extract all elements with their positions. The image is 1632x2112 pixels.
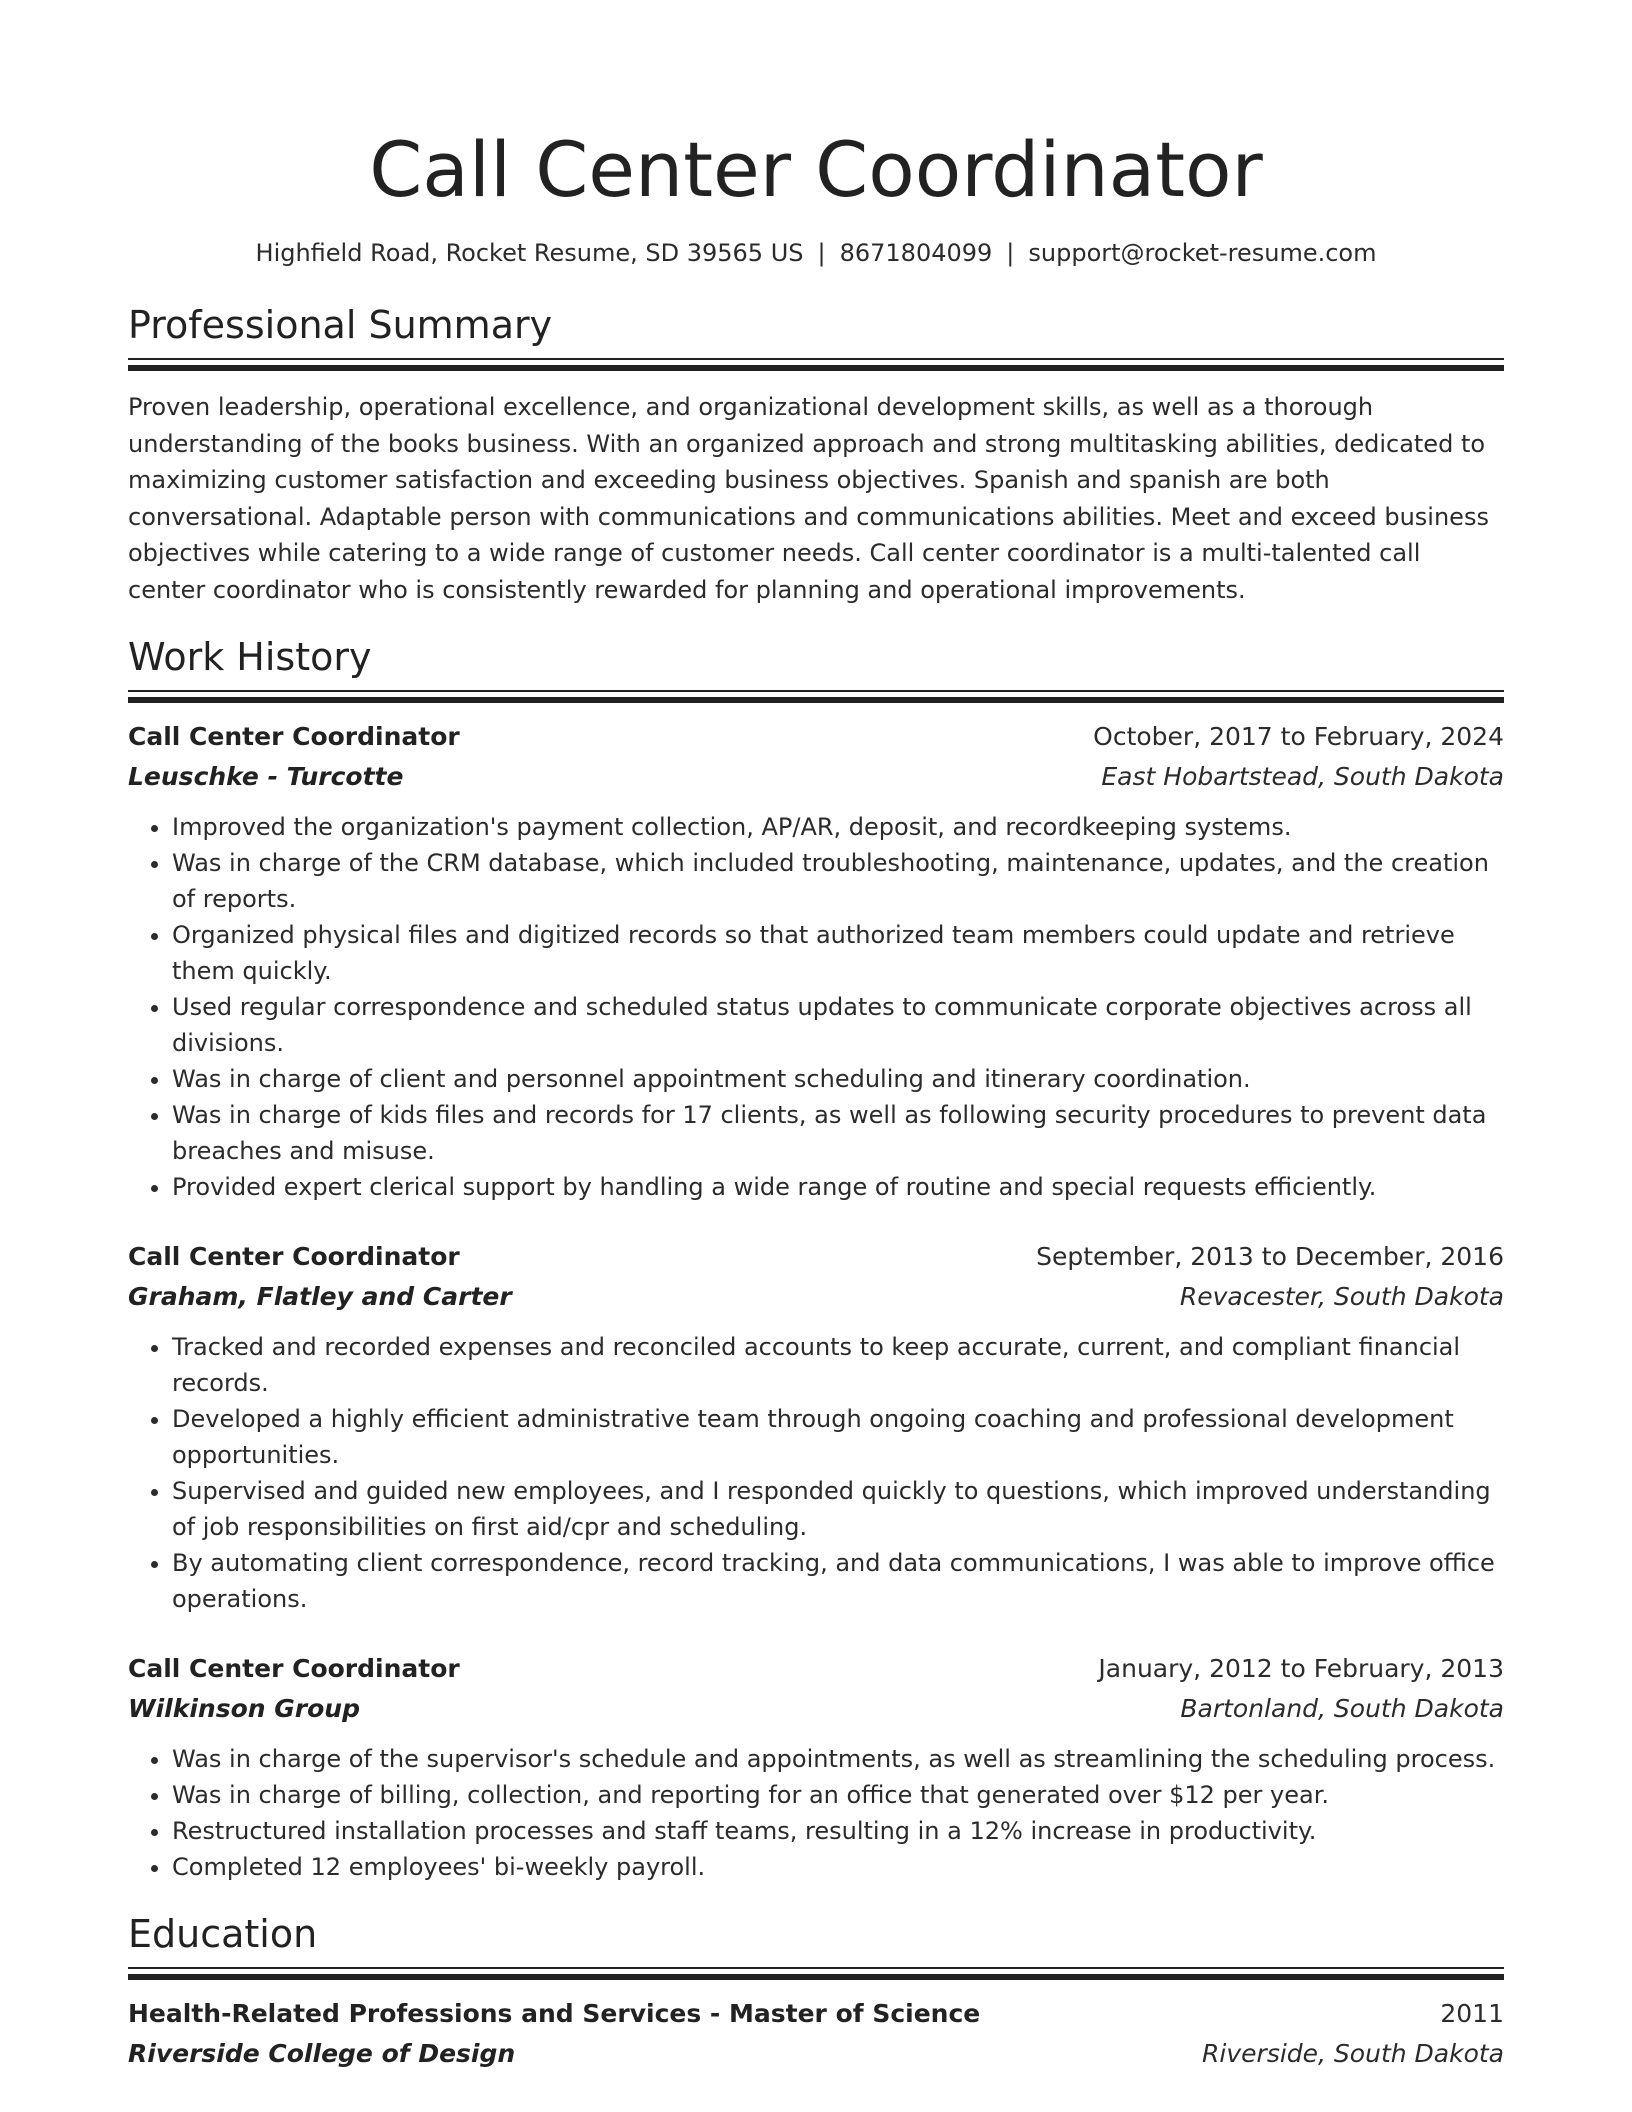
- job-bullet: • Completed 12 employees' bi-weekly payroll.: [172, 1849, 1504, 1885]
- section-divider: [128, 1967, 1504, 1969]
- education-entry: [128, 1994, 1504, 2074]
- job-header: [128, 1649, 1504, 1689]
- company-name: Leuschke - Turcotte: [128, 762, 404, 791]
- job-bullet: • Supervised and guided new employees, and I responded quickly to questions, which improved understanding of job responsibilities on first aid/cpr and scheduling.: [172, 1473, 1504, 1545]
- job-title: Call Center Coordinator: [128, 1242, 460, 1271]
- candidate-name: Call Center Coordinator: [369, 125, 1263, 214]
- job-bullet: • Was in charge of client and personnel appointment scheduling and itinerary coordination.: [172, 1061, 1504, 1097]
- address: Highfield Road, Rocket Resume, SD 39565 US: [255, 239, 804, 267]
- job-list: [128, 717, 1504, 1885]
- job-bullet: • Improved the organization's payment collection, AP/AR, deposit, and recordkeeping systems.: [172, 809, 1504, 845]
- education-section: [128, 1911, 1504, 2074]
- job-location: East Hobartstead, South Dakota: [1101, 762, 1504, 791]
- email: support@rocket-resume.com: [1028, 239, 1377, 267]
- company-name: Wilkinson Group: [128, 1694, 360, 1723]
- job-entry: [128, 1237, 1504, 1617]
- education-header: [128, 1994, 1504, 2034]
- professional-summary-section: [128, 302, 1504, 608]
- job-bullet: • By automating client correspondence, record tracking, and data communications, I was able to improve office operations.: [172, 1545, 1504, 1617]
- job-subheader: [128, 757, 1504, 797]
- job-bullet: • Provided expert clerical support by handling a wide range of routine and special requests efficiently.: [172, 1169, 1504, 1205]
- job-bullet: • Was in charge of billing, collection, and reporting for an office that generated over $12 per year.: [172, 1777, 1504, 1813]
- job-header: [128, 717, 1504, 757]
- job-entry: [128, 1649, 1504, 1885]
- contact-line: [128, 238, 1504, 268]
- job-bullet-list: [128, 1741, 1504, 1885]
- job-dates: October, 2017 to February, 2024: [1093, 722, 1504, 751]
- job-subheader: [128, 1689, 1504, 1729]
- job-bullet-list: [128, 1329, 1504, 1617]
- job-header: [128, 1237, 1504, 1277]
- job-dates: September, 2013 to December, 2016: [1036, 1242, 1504, 1271]
- job-bullet: • Tracked and recorded expenses and reconciled accounts to keep accurate, current, and compliant financial records.: [172, 1329, 1504, 1401]
- section-title-summary: Professional Summary: [128, 303, 553, 347]
- section-divider-thick: [128, 365, 1504, 371]
- job-bullet: • Used regular correspondence and scheduled status updates to communicate corporate objectives across all divisions.: [172, 989, 1504, 1061]
- job-location: Bartonland, South Dakota: [1180, 1694, 1504, 1723]
- section-divider: [128, 690, 1504, 692]
- job-entry: [128, 717, 1504, 1205]
- school-name: Riverside College of Design: [128, 2039, 516, 2068]
- section-divider: [128, 358, 1504, 360]
- summary-text: Proven leadership, operational excellence, and organizational development skills, as well as a thorough understanding of the books business. With an organized approach and strong multitasking abilities, dedicated to maximizing customer satisfaction and exceeding business objectives. Spanish and spanish are both conversational. Adaptable person with communications and communications abilities. Meet and exceed business objectives while catering to a wide range of customer needs. Call center coordinator is a multi-talented call center coordinator who is consistently rewarded for planning and operational improvements.: [128, 393, 1489, 604]
- graduation-year: 2011: [1440, 1999, 1504, 2028]
- phone: 8671804099: [839, 239, 993, 267]
- company-name: Graham, Flatley and Carter: [128, 1282, 512, 1311]
- job-title: Call Center Coordinator: [128, 722, 460, 751]
- job-subheader: [128, 1277, 1504, 1317]
- section-divider-thick: [128, 697, 1504, 703]
- job-bullet-list: [128, 809, 1504, 1205]
- section-divider-thick: [128, 1974, 1504, 1980]
- job-title: Call Center Coordinator: [128, 1654, 460, 1683]
- resume-page: [128, 0, 1504, 2074]
- job-dates: January, 2012 to February, 2013: [1098, 1654, 1504, 1683]
- job-bullet: • Was in charge of the supervisor's schedule and appointments, as well as streamlining the scheduling process.: [172, 1741, 1504, 1777]
- job-bullet: • Was in charge of kids files and records for 17 clients, as well as following security procedures to prevent data breaches and misuse.: [172, 1097, 1504, 1169]
- contact-separator: |: [817, 239, 826, 267]
- job-location: Revacester, South Dakota: [1179, 1282, 1504, 1311]
- degree: Health-Related Professions and Services - Master of Science: [128, 1999, 981, 2028]
- job-bullet: • Restructured installation processes and staff teams, resulting in a 12% increase in productivity.: [172, 1813, 1504, 1849]
- section-title-work: Work History: [128, 635, 372, 679]
- job-bullet: • Organized physical files and digitized records so that authorized team members could update and retrieve them quickly.: [172, 917, 1504, 989]
- job-bullet: • Developed a highly efficient administrative team through ongoing coaching and professional development opportunities.: [172, 1401, 1504, 1473]
- contact-separator: |: [1006, 239, 1015, 267]
- education-subheader: [128, 2034, 1504, 2074]
- section-title-education: Education: [128, 1912, 318, 1956]
- work-history-section: [128, 634, 1504, 1885]
- job-bullet: • Was in charge of the CRM database, which included troubleshooting, maintenance, updates, and the creation of reports.: [172, 845, 1504, 917]
- school-location: Riverside, South Dakota: [1202, 2039, 1504, 2068]
